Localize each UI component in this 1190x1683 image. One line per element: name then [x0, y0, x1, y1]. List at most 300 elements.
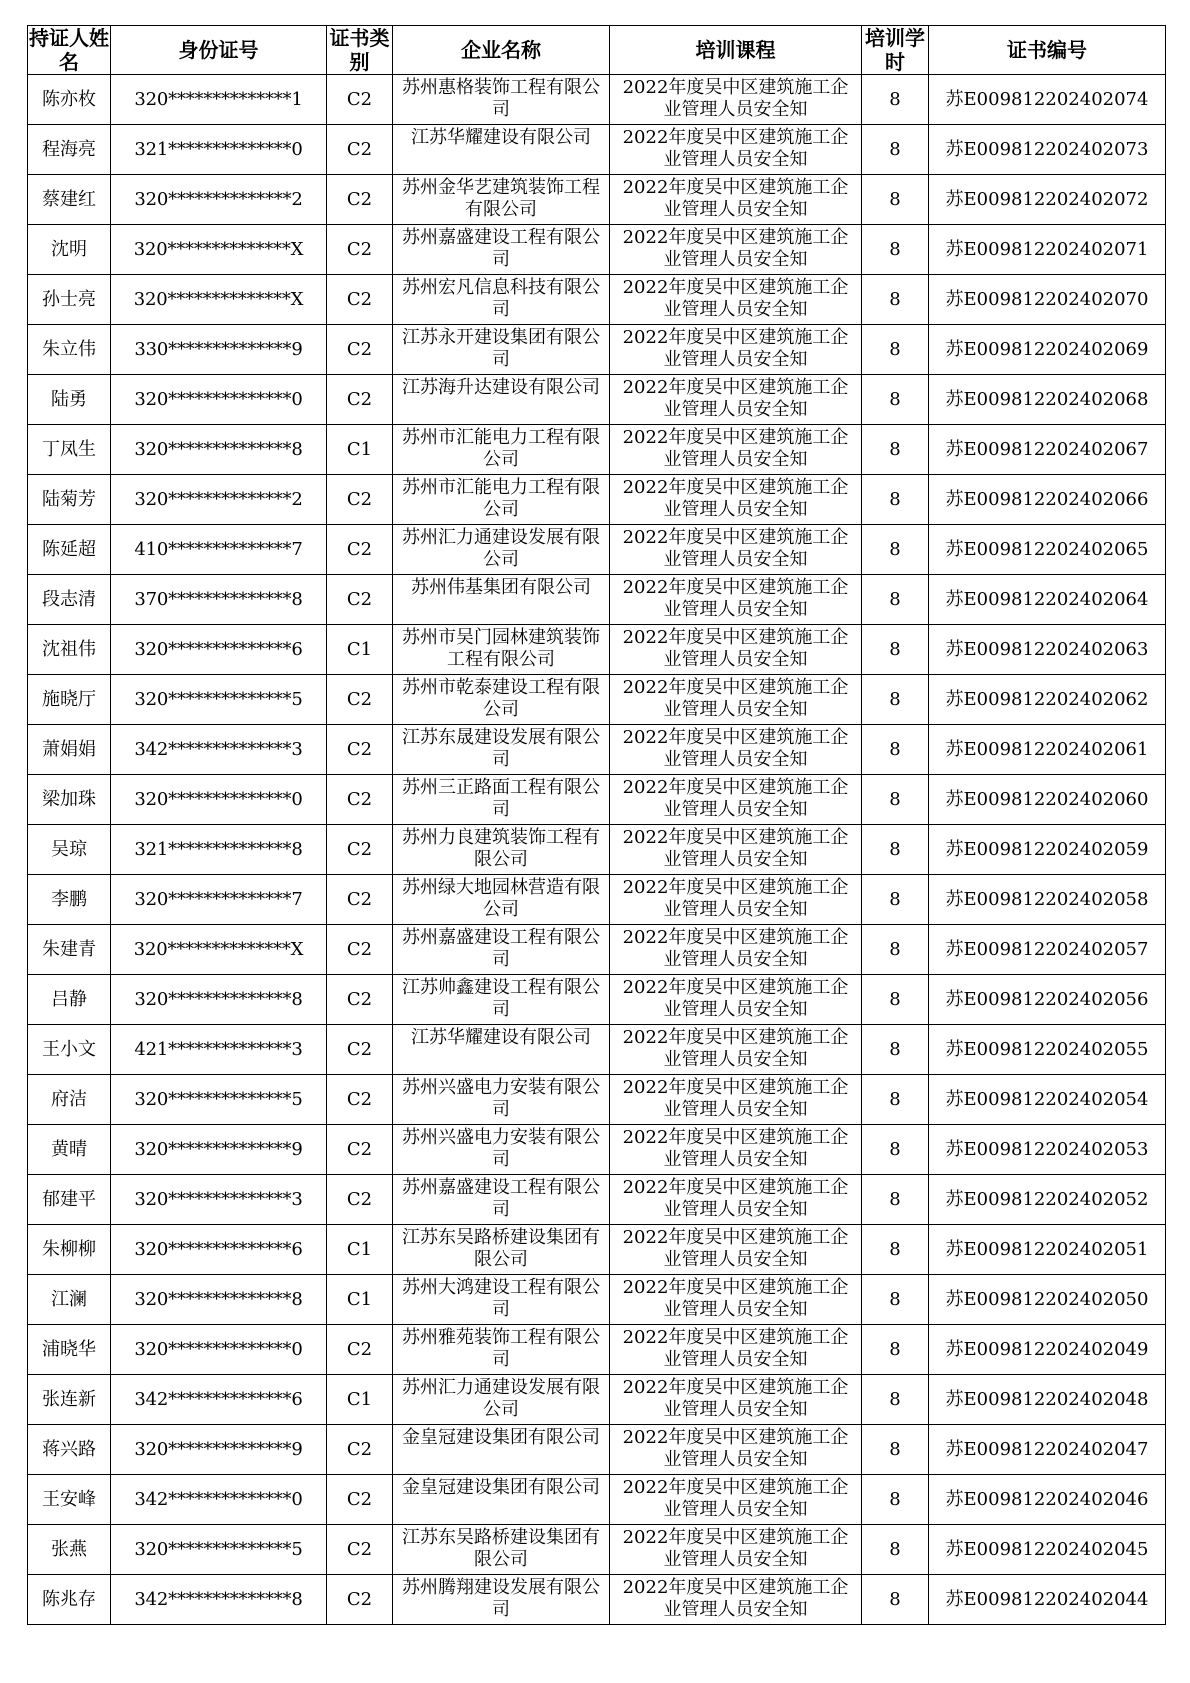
course-cell — [610, 1325, 862, 1375]
hours-cell: 8 — [862, 125, 929, 175]
holder-name-cell: 朱柳柳 — [28, 1225, 111, 1275]
cert-number-cell: 苏E009812202402051 — [929, 1225, 1166, 1275]
course-cell — [610, 625, 862, 675]
course-cell — [610, 225, 862, 275]
table-row — [28, 575, 1166, 625]
header-company: 企业名称 — [393, 26, 610, 75]
table-row — [28, 1025, 1166, 1075]
hours-cell: 8 — [862, 375, 929, 425]
cert-type-cell: C1 — [327, 1375, 393, 1425]
id-number-cell: 370**************8 — [111, 575, 327, 625]
course-text: 2022年度吴中区建筑施工企业管理人员安全知 — [622, 1076, 849, 1120]
company-text: 苏州惠格装饰工程有限公司 — [402, 76, 600, 120]
holder-name-cell: 王小文 — [28, 1025, 111, 1075]
table-row — [28, 625, 1166, 675]
company-cell — [393, 975, 610, 1025]
cert-number-cell: 苏E009812202402047 — [929, 1425, 1166, 1475]
cert-number-cell: 苏E009812202402055 — [929, 1025, 1166, 1075]
cert-type-cell: C2 — [327, 375, 393, 425]
holder-name-cell: 王安峰 — [28, 1475, 111, 1525]
course-text: 2022年度吴中区建筑施工企业管理人员安全知 — [622, 276, 849, 320]
table-row — [28, 375, 1166, 425]
holder-name-cell: 梁加珠 — [28, 775, 111, 825]
hours-cell: 8 — [862, 1125, 929, 1175]
cert-type-cell: C2 — [327, 725, 393, 775]
company-text: 江苏华耀建设有限公司 — [411, 126, 591, 148]
course-cell — [610, 1575, 862, 1625]
hours-cell: 8 — [862, 1375, 929, 1425]
course-text: 2022年度吴中区建筑施工企业管理人员安全知 — [622, 1276, 849, 1320]
id-number-cell: 320**************8 — [111, 1275, 327, 1325]
cert-number-cell: 苏E009812202402053 — [929, 1125, 1166, 1175]
holder-name-cell: 黄晴 — [28, 1125, 111, 1175]
cert-number-cell: 苏E009812202402065 — [929, 525, 1166, 575]
course-text: 2022年度吴中区建筑施工企业管理人员安全知 — [622, 1126, 849, 1170]
table-row — [28, 425, 1166, 475]
cert-number-cell: 苏E009812202402050 — [929, 1275, 1166, 1325]
table-row — [28, 225, 1166, 275]
company-text: 苏州三正路面工程有限公司 — [402, 776, 600, 820]
company-text: 苏州嘉盛建设工程有限公司 — [402, 926, 600, 970]
course-text: 2022年度吴中区建筑施工企业管理人员安全知 — [622, 776, 849, 820]
hours-cell: 8 — [862, 425, 929, 475]
cert-number-cell: 苏E009812202402071 — [929, 225, 1166, 275]
id-number-cell: 321**************8 — [111, 825, 327, 875]
company-text: 江苏东晟建设发展有限公司 — [402, 726, 600, 770]
course-cell — [610, 325, 862, 375]
hours-cell: 8 — [862, 1175, 929, 1225]
company-text: 苏州兴盛电力安装有限公司 — [402, 1076, 600, 1120]
holder-name-cell: 郁建平 — [28, 1175, 111, 1225]
cert-number-cell: 苏E009812202402054 — [929, 1075, 1166, 1125]
cert-number-cell: 苏E009812202402070 — [929, 275, 1166, 325]
id-number-cell: 320**************6 — [111, 625, 327, 675]
hours-cell: 8 — [862, 825, 929, 875]
company-cell — [393, 1175, 610, 1225]
company-cell — [393, 825, 610, 875]
id-number-cell: 320**************X — [111, 275, 327, 325]
course-text: 2022年度吴中区建筑施工企业管理人员安全知 — [622, 1526, 849, 1570]
course-text: 2022年度吴中区建筑施工企业管理人员安全知 — [622, 926, 849, 970]
table-row — [28, 1525, 1166, 1575]
company-cell — [393, 225, 610, 275]
course-text: 2022年度吴中区建筑施工企业管理人员安全知 — [622, 876, 849, 920]
holder-name-cell: 孙士亮 — [28, 275, 111, 325]
cert-type-cell: C2 — [327, 475, 393, 525]
cert-type-cell: C2 — [327, 75, 393, 125]
holder-name-cell: 府洁 — [28, 1075, 111, 1125]
cert-type-cell: C2 — [327, 525, 393, 575]
holder-name-cell: 沈明 — [28, 225, 111, 275]
company-text: 金皇冠建设集团有限公司 — [402, 1426, 600, 1448]
course-cell — [610, 1125, 862, 1175]
id-number-cell: 320**************9 — [111, 1125, 327, 1175]
id-number-cell: 410**************7 — [111, 525, 327, 575]
cert-type-cell: C2 — [327, 675, 393, 725]
course-cell — [610, 475, 862, 525]
course-text: 2022年度吴中区建筑施工企业管理人员安全知 — [622, 1026, 849, 1070]
holder-name-cell: 陈亦枚 — [28, 75, 111, 125]
company-text: 江苏海升达建设有限公司 — [402, 376, 600, 398]
holder-name-cell: 陆勇 — [28, 375, 111, 425]
company-cell — [393, 675, 610, 725]
course-cell — [610, 75, 862, 125]
company-cell — [393, 1075, 610, 1125]
hours-cell: 8 — [862, 1475, 929, 1525]
course-cell — [610, 875, 862, 925]
table-row — [28, 325, 1166, 375]
hours-cell: 8 — [862, 475, 929, 525]
header-cert-type: 证书类别 — [327, 26, 393, 75]
certificate-table — [27, 25, 1166, 1625]
cert-type-cell: C2 — [327, 1175, 393, 1225]
company-cell — [393, 775, 610, 825]
holder-name-cell: 朱建青 — [28, 925, 111, 975]
company-text: 苏州嘉盛建设工程有限公司 — [402, 1176, 600, 1220]
course-text: 2022年度吴中区建筑施工企业管理人员安全知 — [622, 1176, 849, 1220]
company-cell — [393, 725, 610, 775]
company-cell — [393, 925, 610, 975]
holder-name-cell: 蒋兴路 — [28, 1425, 111, 1475]
course-cell — [610, 1375, 862, 1425]
cert-number-cell: 苏E009812202402061 — [929, 725, 1166, 775]
company-cell — [393, 1425, 610, 1475]
cert-type-cell: C2 — [327, 125, 393, 175]
course-cell — [610, 1475, 862, 1525]
cert-number-cell: 苏E009812202402048 — [929, 1375, 1166, 1425]
course-cell — [610, 925, 862, 975]
table-row — [28, 275, 1166, 325]
cert-type-cell: C1 — [327, 425, 393, 475]
id-number-cell: 342**************6 — [111, 1375, 327, 1425]
hours-cell: 8 — [862, 725, 929, 775]
company-text: 江苏东吴路桥建设集团有限公司 — [402, 1226, 600, 1270]
company-text: 金皇冠建设集团有限公司 — [402, 1476, 600, 1498]
header-course: 培训课程 — [610, 26, 862, 75]
holder-name-cell: 蔡建红 — [28, 175, 111, 225]
holder-name-cell: 丁凤生 — [28, 425, 111, 475]
id-number-cell: 320**************5 — [111, 1525, 327, 1575]
company-cell — [393, 1475, 610, 1525]
table-row — [28, 75, 1166, 125]
cert-number-cell: 苏E009812202402058 — [929, 875, 1166, 925]
id-number-cell: 320**************1 — [111, 75, 327, 125]
holder-name-cell: 吴琼 — [28, 825, 111, 875]
header-holder-name: 持证人姓名 — [29, 26, 109, 74]
cert-type-cell: C2 — [327, 1525, 393, 1575]
company-text: 江苏东吴路桥建设集团有限公司 — [402, 1526, 600, 1570]
hours-cell: 8 — [862, 175, 929, 225]
course-text: 2022年度吴中区建筑施工企业管理人员安全知 — [622, 1426, 849, 1470]
course-cell — [610, 375, 862, 425]
id-number-cell: 320**************2 — [111, 175, 327, 225]
company-cell — [393, 275, 610, 325]
company-cell — [393, 1575, 610, 1625]
course-cell — [610, 725, 862, 775]
course-cell — [610, 1225, 862, 1275]
cert-number-cell: 苏E009812202402063 — [929, 625, 1166, 675]
course-cell — [610, 175, 862, 225]
course-cell — [610, 1075, 862, 1125]
course-text: 2022年度吴中区建筑施工企业管理人员安全知 — [622, 1476, 849, 1520]
holder-name-cell: 陈兆存 — [28, 1575, 111, 1625]
header-row — [28, 26, 1166, 75]
cert-type-cell: C2 — [327, 1475, 393, 1525]
company-cell — [393, 1525, 610, 1575]
holder-name-cell: 萧娟娟 — [28, 725, 111, 775]
company-cell — [393, 375, 610, 425]
hours-cell: 8 — [862, 1325, 929, 1375]
id-number-cell: 321**************0 — [111, 125, 327, 175]
cert-number-cell: 苏E009812202402067 — [929, 425, 1166, 475]
course-text: 2022年度吴中区建筑施工企业管理人员安全知 — [622, 1376, 849, 1420]
course-text: 2022年度吴中区建筑施工企业管理人员安全知 — [622, 826, 849, 870]
cert-type-cell: C2 — [327, 1075, 393, 1125]
header-id-number: 身份证号 — [111, 26, 327, 75]
company-text: 苏州市吴门园林建筑装饰工程有限公司 — [402, 626, 600, 670]
company-cell — [393, 75, 610, 125]
company-text: 苏州绿大地园林营造有限公司 — [402, 876, 600, 920]
table-row — [28, 1575, 1166, 1625]
hours-cell: 8 — [862, 225, 929, 275]
course-text: 2022年度吴中区建筑施工企业管理人员安全知 — [622, 426, 849, 470]
id-number-cell: 320**************8 — [111, 975, 327, 1025]
company-cell — [393, 475, 610, 525]
hours-cell: 8 — [862, 275, 929, 325]
company-text: 苏州嘉盛建设工程有限公司 — [402, 226, 600, 270]
company-text: 苏州汇力通建设发展有限公司 — [402, 526, 600, 570]
holder-name-cell: 段志清 — [28, 575, 111, 625]
cert-type-cell: C2 — [327, 175, 393, 225]
id-number-cell: 320**************7 — [111, 875, 327, 925]
cert-number-cell: 苏E009812202402073 — [929, 125, 1166, 175]
hours-cell: 8 — [862, 575, 929, 625]
table-row — [28, 925, 1166, 975]
table-body — [28, 75, 1166, 1625]
header-hours: 培训学时 — [862, 26, 929, 75]
holder-name-cell: 张连新 — [28, 1375, 111, 1425]
cert-number-cell: 苏E009812202402052 — [929, 1175, 1166, 1225]
table-row — [28, 1075, 1166, 1125]
course-text: 2022年度吴中区建筑施工企业管理人员安全知 — [622, 476, 849, 520]
course-text: 2022年度吴中区建筑施工企业管理人员安全知 — [622, 726, 849, 770]
company-cell — [393, 175, 610, 225]
cert-number-cell: 苏E009812202402060 — [929, 775, 1166, 825]
id-number-cell: 421**************3 — [111, 1025, 327, 1075]
cert-type-cell: C2 — [327, 1575, 393, 1625]
course-cell — [610, 1425, 862, 1475]
table-row — [28, 1475, 1166, 1525]
company-cell — [393, 1125, 610, 1175]
company-cell — [393, 1225, 610, 1275]
holder-name-cell: 陈延超 — [28, 525, 111, 575]
table-row — [28, 975, 1166, 1025]
hours-cell: 8 — [862, 775, 929, 825]
holder-name-cell: 浦晓华 — [28, 1325, 111, 1375]
course-text: 2022年度吴中区建筑施工企业管理人员安全知 — [622, 626, 849, 670]
company-cell — [393, 125, 610, 175]
course-text: 2022年度吴中区建筑施工企业管理人员安全知 — [622, 1576, 849, 1620]
company-text: 苏州伟基集团有限公司 — [411, 576, 591, 598]
id-number-cell: 342**************0 — [111, 1475, 327, 1525]
holder-name-cell: 施晓厅 — [28, 675, 111, 725]
company-text: 江苏华耀建设有限公司 — [411, 1026, 591, 1048]
cert-type-cell: C2 — [327, 225, 393, 275]
holder-name-cell: 朱立伟 — [28, 325, 111, 375]
course-text: 2022年度吴中区建筑施工企业管理人员安全知 — [622, 126, 849, 170]
course-text: 2022年度吴中区建筑施工企业管理人员安全知 — [622, 976, 849, 1020]
hours-cell: 8 — [862, 1225, 929, 1275]
company-text: 苏州大鸿建设工程有限公司 — [402, 1276, 600, 1320]
cert-number-cell: 苏E009812202402045 — [929, 1525, 1166, 1575]
hours-cell: 8 — [862, 675, 929, 725]
company-text: 江苏永开建设集团有限公司 — [402, 326, 600, 370]
cert-type-cell: C2 — [327, 275, 393, 325]
course-cell — [610, 825, 862, 875]
company-cell — [393, 1375, 610, 1425]
id-number-cell: 320**************3 — [111, 1175, 327, 1225]
hours-cell: 8 — [862, 1075, 929, 1125]
cert-number-cell: 苏E009812202402066 — [929, 475, 1166, 525]
hours-cell: 8 — [862, 1575, 929, 1625]
course-cell — [610, 525, 862, 575]
header-cert-number: 证书编号 — [929, 26, 1166, 75]
company-cell — [393, 875, 610, 925]
holder-name-cell: 张燕 — [28, 1525, 111, 1575]
cert-number-cell: 苏E009812202402049 — [929, 1325, 1166, 1375]
course-text: 2022年度吴中区建筑施工企业管理人员安全知 — [622, 676, 849, 720]
cert-number-cell: 苏E009812202402046 — [929, 1475, 1166, 1525]
cert-number-cell: 苏E009812202402056 — [929, 975, 1166, 1025]
course-cell — [610, 425, 862, 475]
company-cell — [393, 425, 610, 475]
company-text: 江苏帅鑫建设工程有限公司 — [402, 976, 600, 1020]
cert-number-cell: 苏E009812202402057 — [929, 925, 1166, 975]
hours-cell: 8 — [862, 625, 929, 675]
company-text: 苏州腾翔建设发展有限公司 — [402, 1576, 600, 1620]
course-cell — [610, 1175, 862, 1225]
company-cell — [393, 1325, 610, 1375]
table-row — [28, 775, 1166, 825]
cert-type-cell: C2 — [327, 1125, 393, 1175]
id-number-cell: 342**************8 — [111, 1575, 327, 1625]
id-number-cell: 320**************0 — [111, 775, 327, 825]
holder-name-cell: 程海亮 — [28, 125, 111, 175]
cert-number-cell: 苏E009812202402069 — [929, 325, 1166, 375]
course-text: 2022年度吴中区建筑施工企业管理人员安全知 — [622, 326, 849, 370]
cert-type-cell: C1 — [327, 625, 393, 675]
holder-name-cell: 陆菊芳 — [28, 475, 111, 525]
table-row — [28, 725, 1166, 775]
table-row — [28, 1375, 1166, 1425]
company-text: 苏州力良建筑装饰工程有限公司 — [402, 826, 600, 870]
cert-number-cell: 苏E009812202402072 — [929, 175, 1166, 225]
course-cell — [610, 975, 862, 1025]
table-row — [28, 825, 1166, 875]
cert-number-cell: 苏E009812202402068 — [929, 375, 1166, 425]
company-text: 苏州市汇能电力工程有限公司 — [402, 426, 600, 470]
company-text: 苏州汇力通建设发展有限公司 — [402, 1376, 600, 1420]
hours-cell: 8 — [862, 875, 929, 925]
course-cell — [610, 675, 862, 725]
course-text: 2022年度吴中区建筑施工企业管理人员安全知 — [622, 576, 849, 620]
company-cell — [393, 525, 610, 575]
company-cell — [393, 1275, 610, 1325]
table-row — [28, 1325, 1166, 1375]
course-cell — [610, 1525, 862, 1575]
course-text: 2022年度吴中区建筑施工企业管理人员安全知 — [622, 376, 849, 420]
course-cell — [610, 575, 862, 625]
hours-cell: 8 — [862, 325, 929, 375]
cert-type-cell: C2 — [327, 775, 393, 825]
id-number-cell: 320**************6 — [111, 1225, 327, 1275]
course-text: 2022年度吴中区建筑施工企业管理人员安全知 — [622, 176, 849, 220]
hours-cell: 8 — [862, 925, 929, 975]
cert-type-cell: C2 — [327, 325, 393, 375]
course-cell — [610, 1025, 862, 1075]
company-text: 苏州兴盛电力安装有限公司 — [402, 1126, 600, 1170]
cert-type-cell: C2 — [327, 1425, 393, 1475]
company-text: 苏州金华艺建筑装饰工程有限公司 — [402, 176, 600, 220]
id-number-cell: 320**************8 — [111, 425, 327, 475]
cert-number-cell: 苏E009812202402062 — [929, 675, 1166, 725]
cert-type-cell: C2 — [327, 825, 393, 875]
holder-name-cell: 吕静 — [28, 975, 111, 1025]
table-row — [28, 175, 1166, 225]
id-number-cell: 320**************5 — [111, 1075, 327, 1125]
course-text: 2022年度吴中区建筑施工企业管理人员安全知 — [622, 1326, 849, 1370]
id-number-cell: 320**************0 — [111, 1325, 327, 1375]
course-text: 2022年度吴中区建筑施工企业管理人员安全知 — [622, 1226, 849, 1270]
id-number-cell: 320**************X — [111, 925, 327, 975]
id-number-cell: 320**************5 — [111, 675, 327, 725]
cert-type-cell: C2 — [327, 875, 393, 925]
cert-type-cell: C2 — [327, 575, 393, 625]
company-text: 苏州市汇能电力工程有限公司 — [402, 476, 600, 520]
hours-cell: 8 — [862, 1425, 929, 1475]
table-row — [28, 875, 1166, 925]
table-row — [28, 1225, 1166, 1275]
hours-cell: 8 — [862, 1275, 929, 1325]
table-row — [28, 525, 1166, 575]
hours-cell: 8 — [862, 1525, 929, 1575]
hours-cell: 8 — [862, 975, 929, 1025]
course-cell — [610, 1275, 862, 1325]
company-text: 苏州宏凡信息科技有限公司 — [402, 276, 600, 320]
cert-type-cell: C2 — [327, 975, 393, 1025]
cert-type-cell: C2 — [327, 1025, 393, 1075]
cert-type-cell: C1 — [327, 1225, 393, 1275]
course-text: 2022年度吴中区建筑施工企业管理人员安全知 — [622, 76, 849, 120]
cert-type-cell: C1 — [327, 1275, 393, 1325]
course-cell — [610, 125, 862, 175]
table-row — [28, 475, 1166, 525]
company-cell — [393, 625, 610, 675]
cert-type-cell: C2 — [327, 925, 393, 975]
cert-type-cell: C2 — [327, 1325, 393, 1375]
id-number-cell: 320**************X — [111, 225, 327, 275]
table-row — [28, 675, 1166, 725]
company-text: 苏州雅苑装饰工程有限公司 — [402, 1326, 600, 1370]
id-number-cell: 320**************2 — [111, 475, 327, 525]
holder-name-cell: 沈祖伟 — [28, 625, 111, 675]
table-row — [28, 1275, 1166, 1325]
holder-name-cell: 李鹏 — [28, 875, 111, 925]
id-number-cell: 320**************9 — [111, 1425, 327, 1475]
table-row — [28, 125, 1166, 175]
company-cell — [393, 325, 610, 375]
id-number-cell: 330**************9 — [111, 325, 327, 375]
